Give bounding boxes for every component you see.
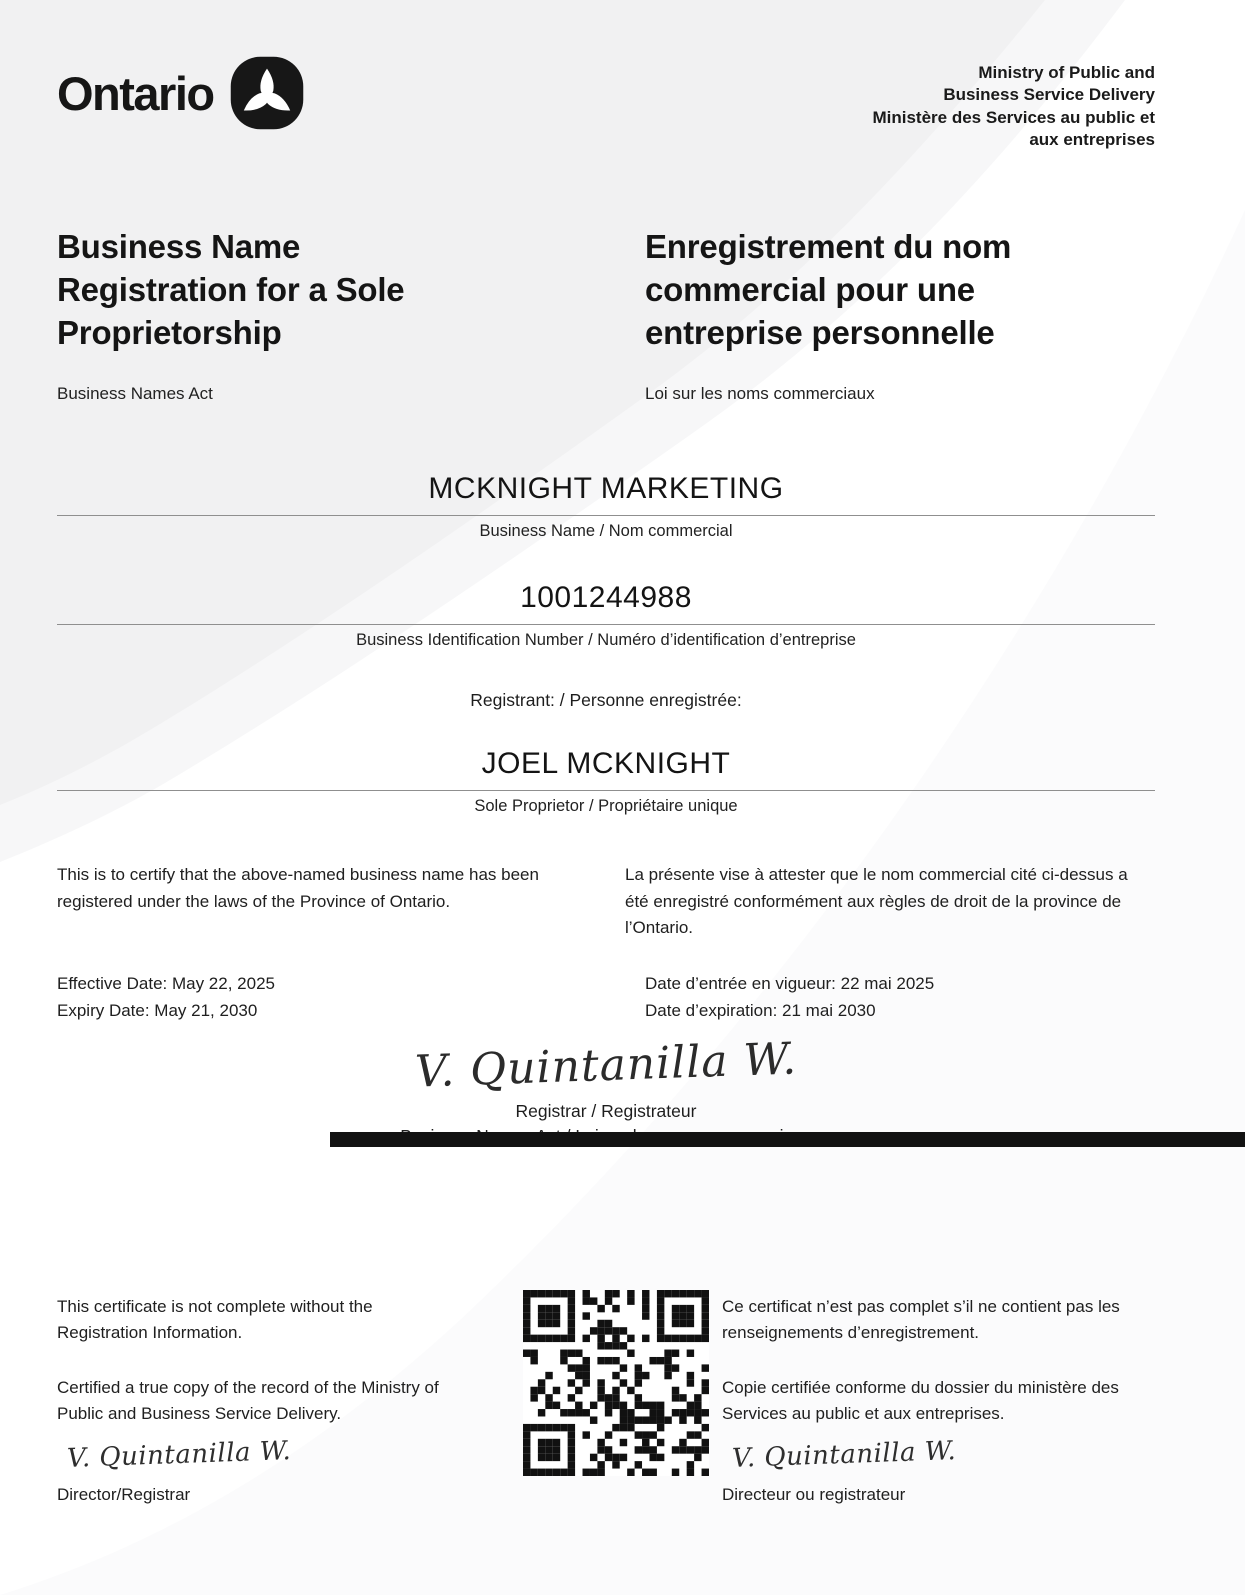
certify-text-fr: La présente vise à attester que le nom commercial cité ci-dessus a été enregistré conformément aux règles de droit de la province de l’Ontario. bbox=[625, 865, 1128, 938]
ontario-logo bbox=[57, 56, 304, 130]
registrant-role-label: Sole Proprietor / Propriétaire unique bbox=[474, 797, 738, 816]
registrant-name-field bbox=[57, 747, 1155, 816]
ministry-line-fr-2: aux entreprises bbox=[1029, 130, 1155, 150]
director-label-en: Director/Registrar bbox=[57, 1484, 191, 1504]
certify-text-en: This is to certify that the above-named business name has been registered under the laws of the Province of Ontario. bbox=[57, 865, 539, 911]
trillium-icon bbox=[230, 56, 304, 130]
bin-value: 1001244988 bbox=[520, 581, 692, 615]
registrant-name-rule bbox=[57, 790, 1155, 791]
director-signature-fr: V. Quintanilla W. bbox=[731, 1436, 957, 1475]
act-row bbox=[0, 384, 1245, 404]
bin-label: Business Identification Number / Numéro d’identification d’entreprise bbox=[356, 631, 856, 650]
footer-note-fr-2: Copie certifiée conforme du dossier du ministère des Services au public et aux entreprises. bbox=[722, 1377, 1119, 1424]
ministry-line-en-1: Ministry of Public and bbox=[978, 63, 1155, 82]
ministry-line-en-2: Business Service Delivery bbox=[943, 85, 1155, 105]
business-name-rule bbox=[57, 515, 1155, 516]
footer-left-column bbox=[57, 1294, 465, 1508]
business-name-field bbox=[57, 472, 1155, 541]
registrar-label: Registrar / Registrateur bbox=[515, 1101, 697, 1122]
registrant-label: Registrant: / Personne enregistrée: bbox=[470, 690, 742, 711]
footer-bar bbox=[330, 1132, 1245, 1147]
registrar-signature: V. Quintanilla W. bbox=[414, 1033, 798, 1098]
expiry-date-en: Expiry Date: May 21, 2030 bbox=[57, 1000, 258, 1020]
effective-date-en: Effective Date: May 22, 2025 bbox=[57, 974, 275, 994]
bin-rule bbox=[57, 624, 1155, 625]
effective-date-fr: Date d’entrée en vigueur: 22 mai 2025 bbox=[645, 974, 935, 994]
ministry-line-fr-1: Ministère des Services au public et bbox=[872, 107, 1155, 127]
business-name-label: Business Name / Nom commercial bbox=[479, 522, 733, 541]
footer-note-fr-1: Ce certificat n’est pas complet s’il ne contient pas les renseignements d’enregistrement. bbox=[722, 1297, 1120, 1343]
header bbox=[0, 0, 1245, 152]
footer-note-en-2: Certified a true copy of the record of the Ministry of Public and Business Service Delivery. bbox=[57, 1377, 439, 1424]
document-title-en: Business Name Registration for a Sole Proprietorship bbox=[57, 227, 405, 351]
act-label-fr: Loi sur les noms commerciaux bbox=[645, 384, 875, 404]
expiry-date-fr: Date d’expiration: 21 mai 2030 bbox=[645, 1000, 876, 1020]
ontario-wordmark: Ontario bbox=[57, 66, 214, 120]
footer-right-column bbox=[722, 1294, 1165, 1508]
act-label-en: Business Names Act bbox=[57, 384, 213, 404]
director-signature-en: V. Quintanilla W. bbox=[66, 1436, 292, 1475]
certify-row bbox=[0, 862, 1245, 941]
registrar-signature-block bbox=[0, 1033, 1245, 1147]
ministry-name bbox=[872, 56, 1155, 152]
business-name-value: MCKNIGHT MARKETING bbox=[428, 472, 784, 506]
dates-row bbox=[0, 971, 1245, 1024]
footer bbox=[57, 1288, 1185, 1548]
registrant-name-value: JOEL MCKNIGHT bbox=[481, 747, 731, 781]
title-row bbox=[0, 226, 1245, 355]
bin-field bbox=[57, 581, 1155, 650]
footer-note-en-1: This certificate is not complete without the Registration Information. bbox=[57, 1297, 373, 1343]
qr-code bbox=[523, 1290, 709, 1476]
director-label-fr: Directeur ou registrateur bbox=[722, 1484, 906, 1504]
document-title-fr: Enregistrement du nom commercial pour une entreprise personnelle bbox=[645, 227, 1012, 351]
